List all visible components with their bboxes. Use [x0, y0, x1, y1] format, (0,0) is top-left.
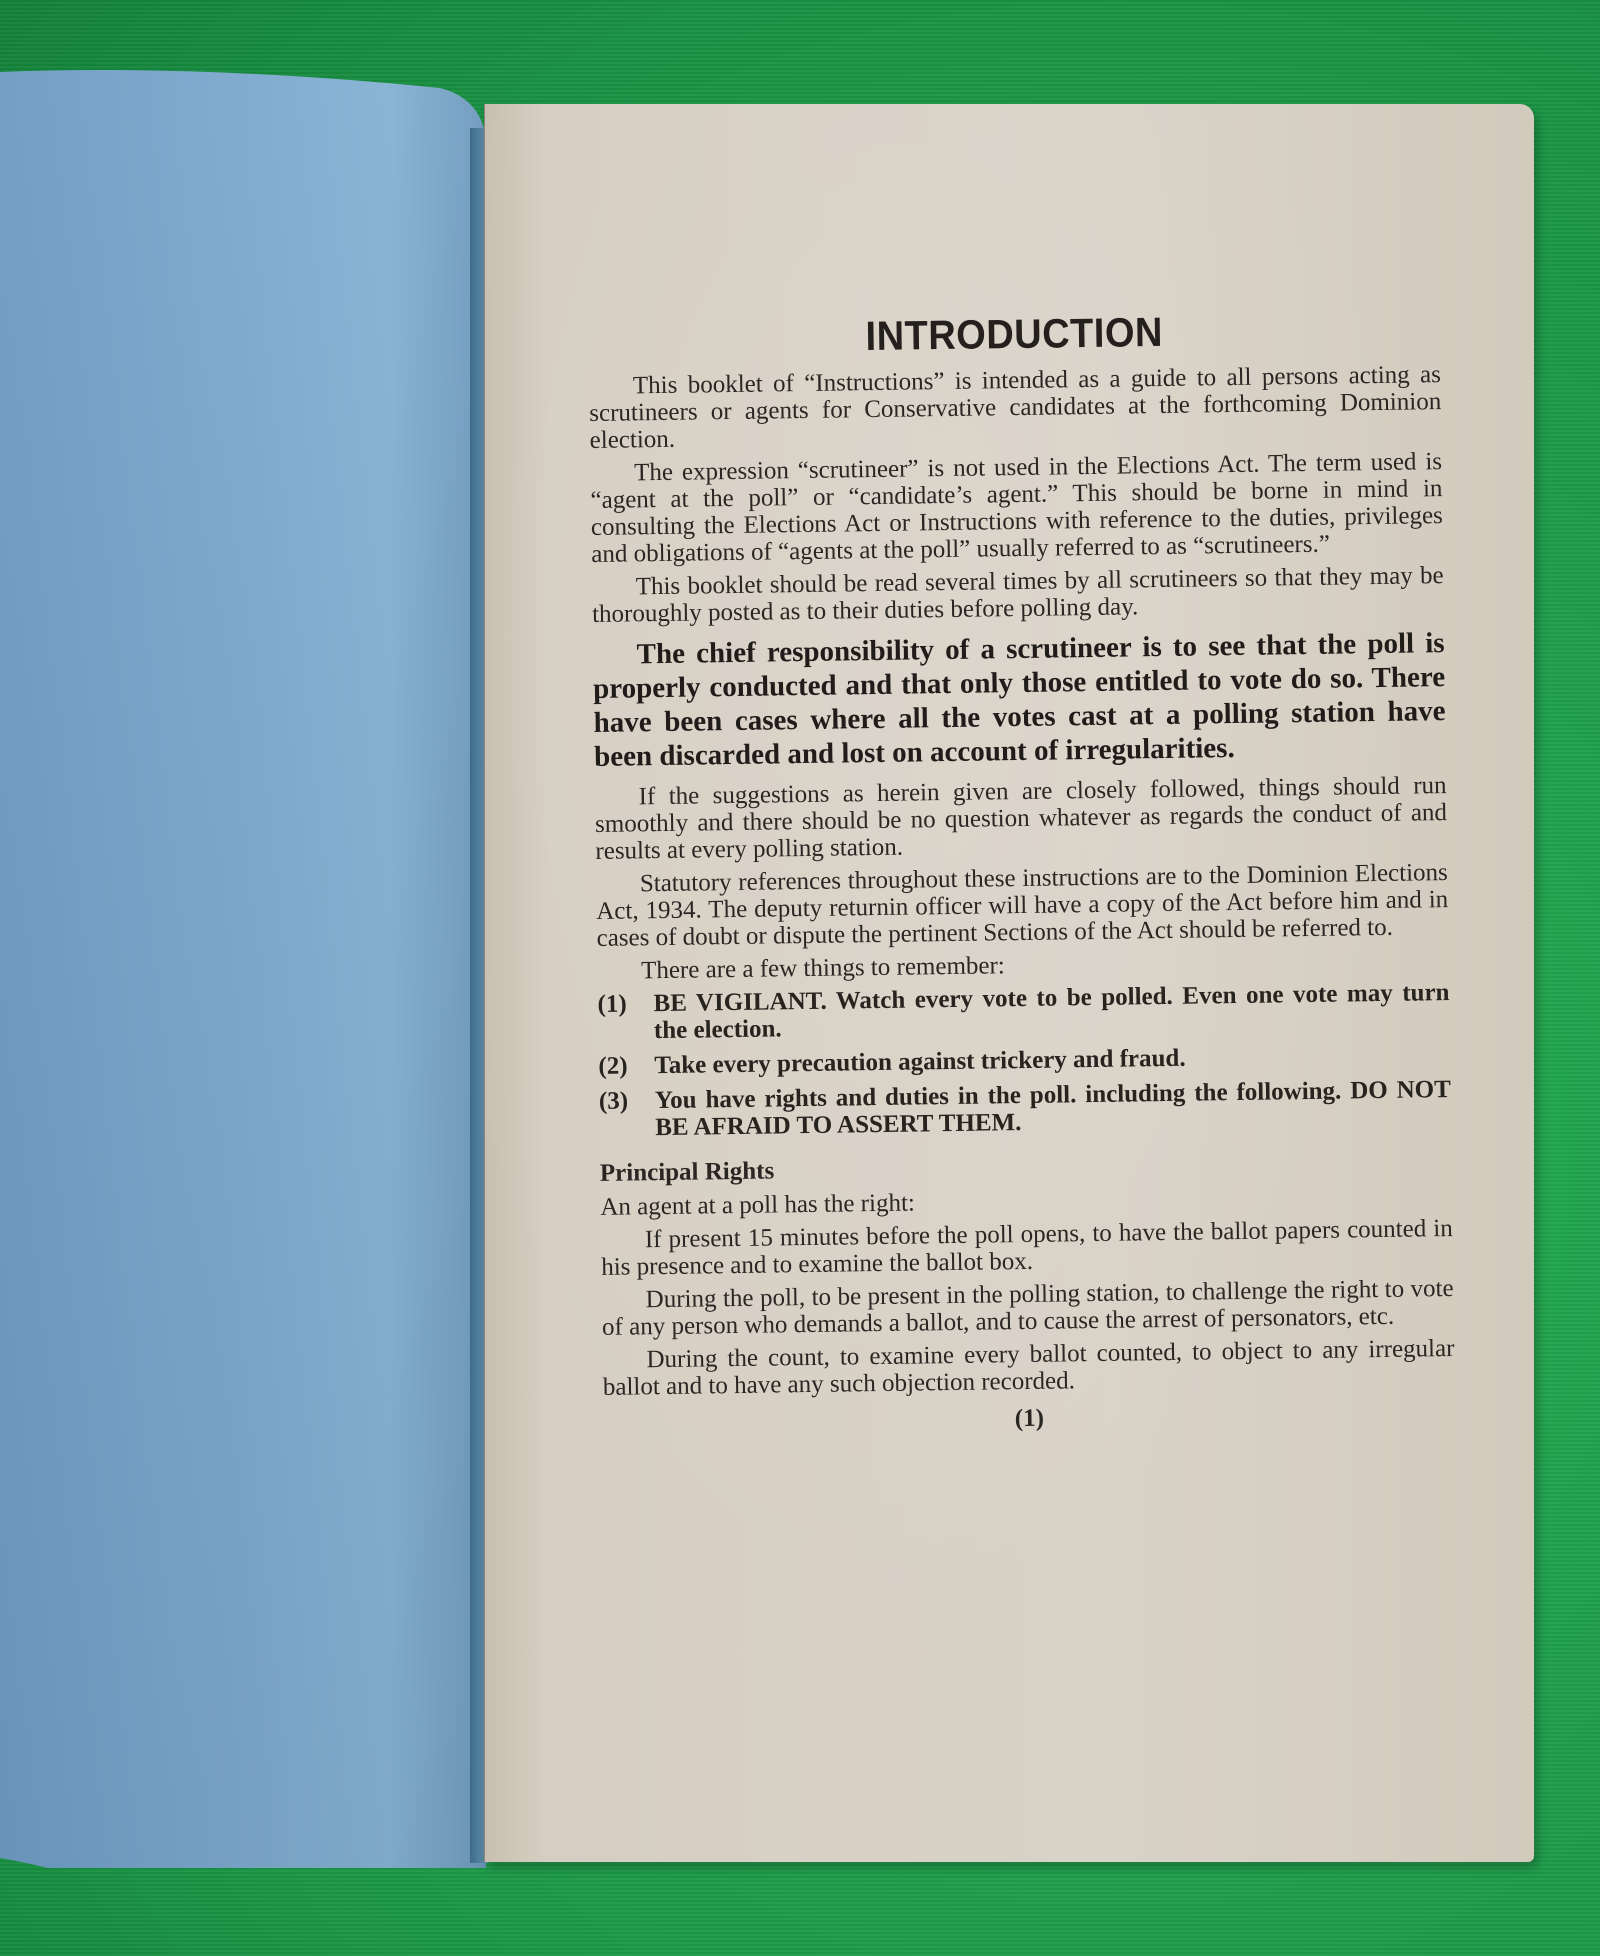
- right-paragraph-1: If present 15 minutes before the poll opens, to have the ballot papers counted in his presence and to examine the ballot box.: [601, 1215, 1453, 1281]
- remember-list: [597, 979, 1451, 1142]
- intro-paragraph-2: The expression “scrutineer” is not used in the Elections Act. The term used is “agent at the poll” or “candidate’s agent.” This should be borne in mind in consulting the Elections Act or Instructions with reference to the duties, privileges and obligations of “agents at the poll” usually referred to as “scrutineers.”: [590, 448, 1444, 568]
- principal-rights-heading: Principal Rights: [599, 1157, 775, 1187]
- list-item: [598, 1041, 1450, 1080]
- cover-shading: [0, 68, 486, 1868]
- suggestions-paragraph: If the suggestions as herein given are closely followed, things should run smoothly and there should be no question whatever as regards the conduct of and results at every polling station.: [594, 772, 1448, 865]
- list-item-number: (2): [598, 1052, 628, 1080]
- list-item-text: BE VIGILANT. Watch every vote to be polled. Even one vote may turn the election.: [653, 979, 1450, 1045]
- statutory-references-paragraph: Statutory references throughout these instructions are to the Dominion Elections Act, 1934. The deputy returnin officer will have a copy of the Act before him and in cases of doubt or dispute the pertinent Sections of the Act should be referred to.: [596, 859, 1449, 952]
- list-item-text: You have rights and duties in the poll. including the following. DO NOT BE AFRAID TO ASSERT THEM.: [654, 1076, 1452, 1142]
- page-content: [588, 308, 1456, 1439]
- remember-intro: There are a few things to remember:: [640, 952, 1005, 985]
- list-item-number: (3): [598, 1087, 629, 1115]
- booklet-blue-cover: [0, 68, 486, 1868]
- list-item-text: Take every precaution against trickery and fraud.: [654, 1044, 1186, 1080]
- intro-paragraph-1: This booklet of “Instructions” is intended as a guide to all persons acting as scrutineers or agents for Conservative candidates at the forthcoming Dominion election.: [589, 361, 1442, 454]
- right-paragraph-3: During the count, to examine every ballot counted, to object to any irregular ballot and to have any such objection recorded.: [602, 1335, 1455, 1401]
- list-item: [597, 979, 1450, 1045]
- list-item-number: (1): [597, 990, 627, 1018]
- list-item: [599, 1076, 1452, 1142]
- rights-intro: An agent at a poll has the right:: [600, 1189, 916, 1221]
- intro-paragraph-3: This booklet should be read several times by all scrutineers so that they may be thoroughly posted as to their duties before polling day.: [591, 562, 1444, 628]
- chief-responsibility-paragraph: The chief responsibility of a scrutineer is to see that the poll is properly conducted and that only those entitled to vote do so. There have been cases where all the votes cast at a polling station have been discarded and lost on account of irregularities.: [592, 627, 1446, 773]
- page-title: INTRODUCTION: [865, 310, 1164, 360]
- right-paragraph-2: During the poll, to be present in the polling station, to challenge the right to vote of any person who demands a ballot, and to cause the arrest of personators, etc.: [601, 1275, 1454, 1341]
- page-number: (1): [1014, 1404, 1045, 1433]
- booklet-page: [484, 104, 1534, 1862]
